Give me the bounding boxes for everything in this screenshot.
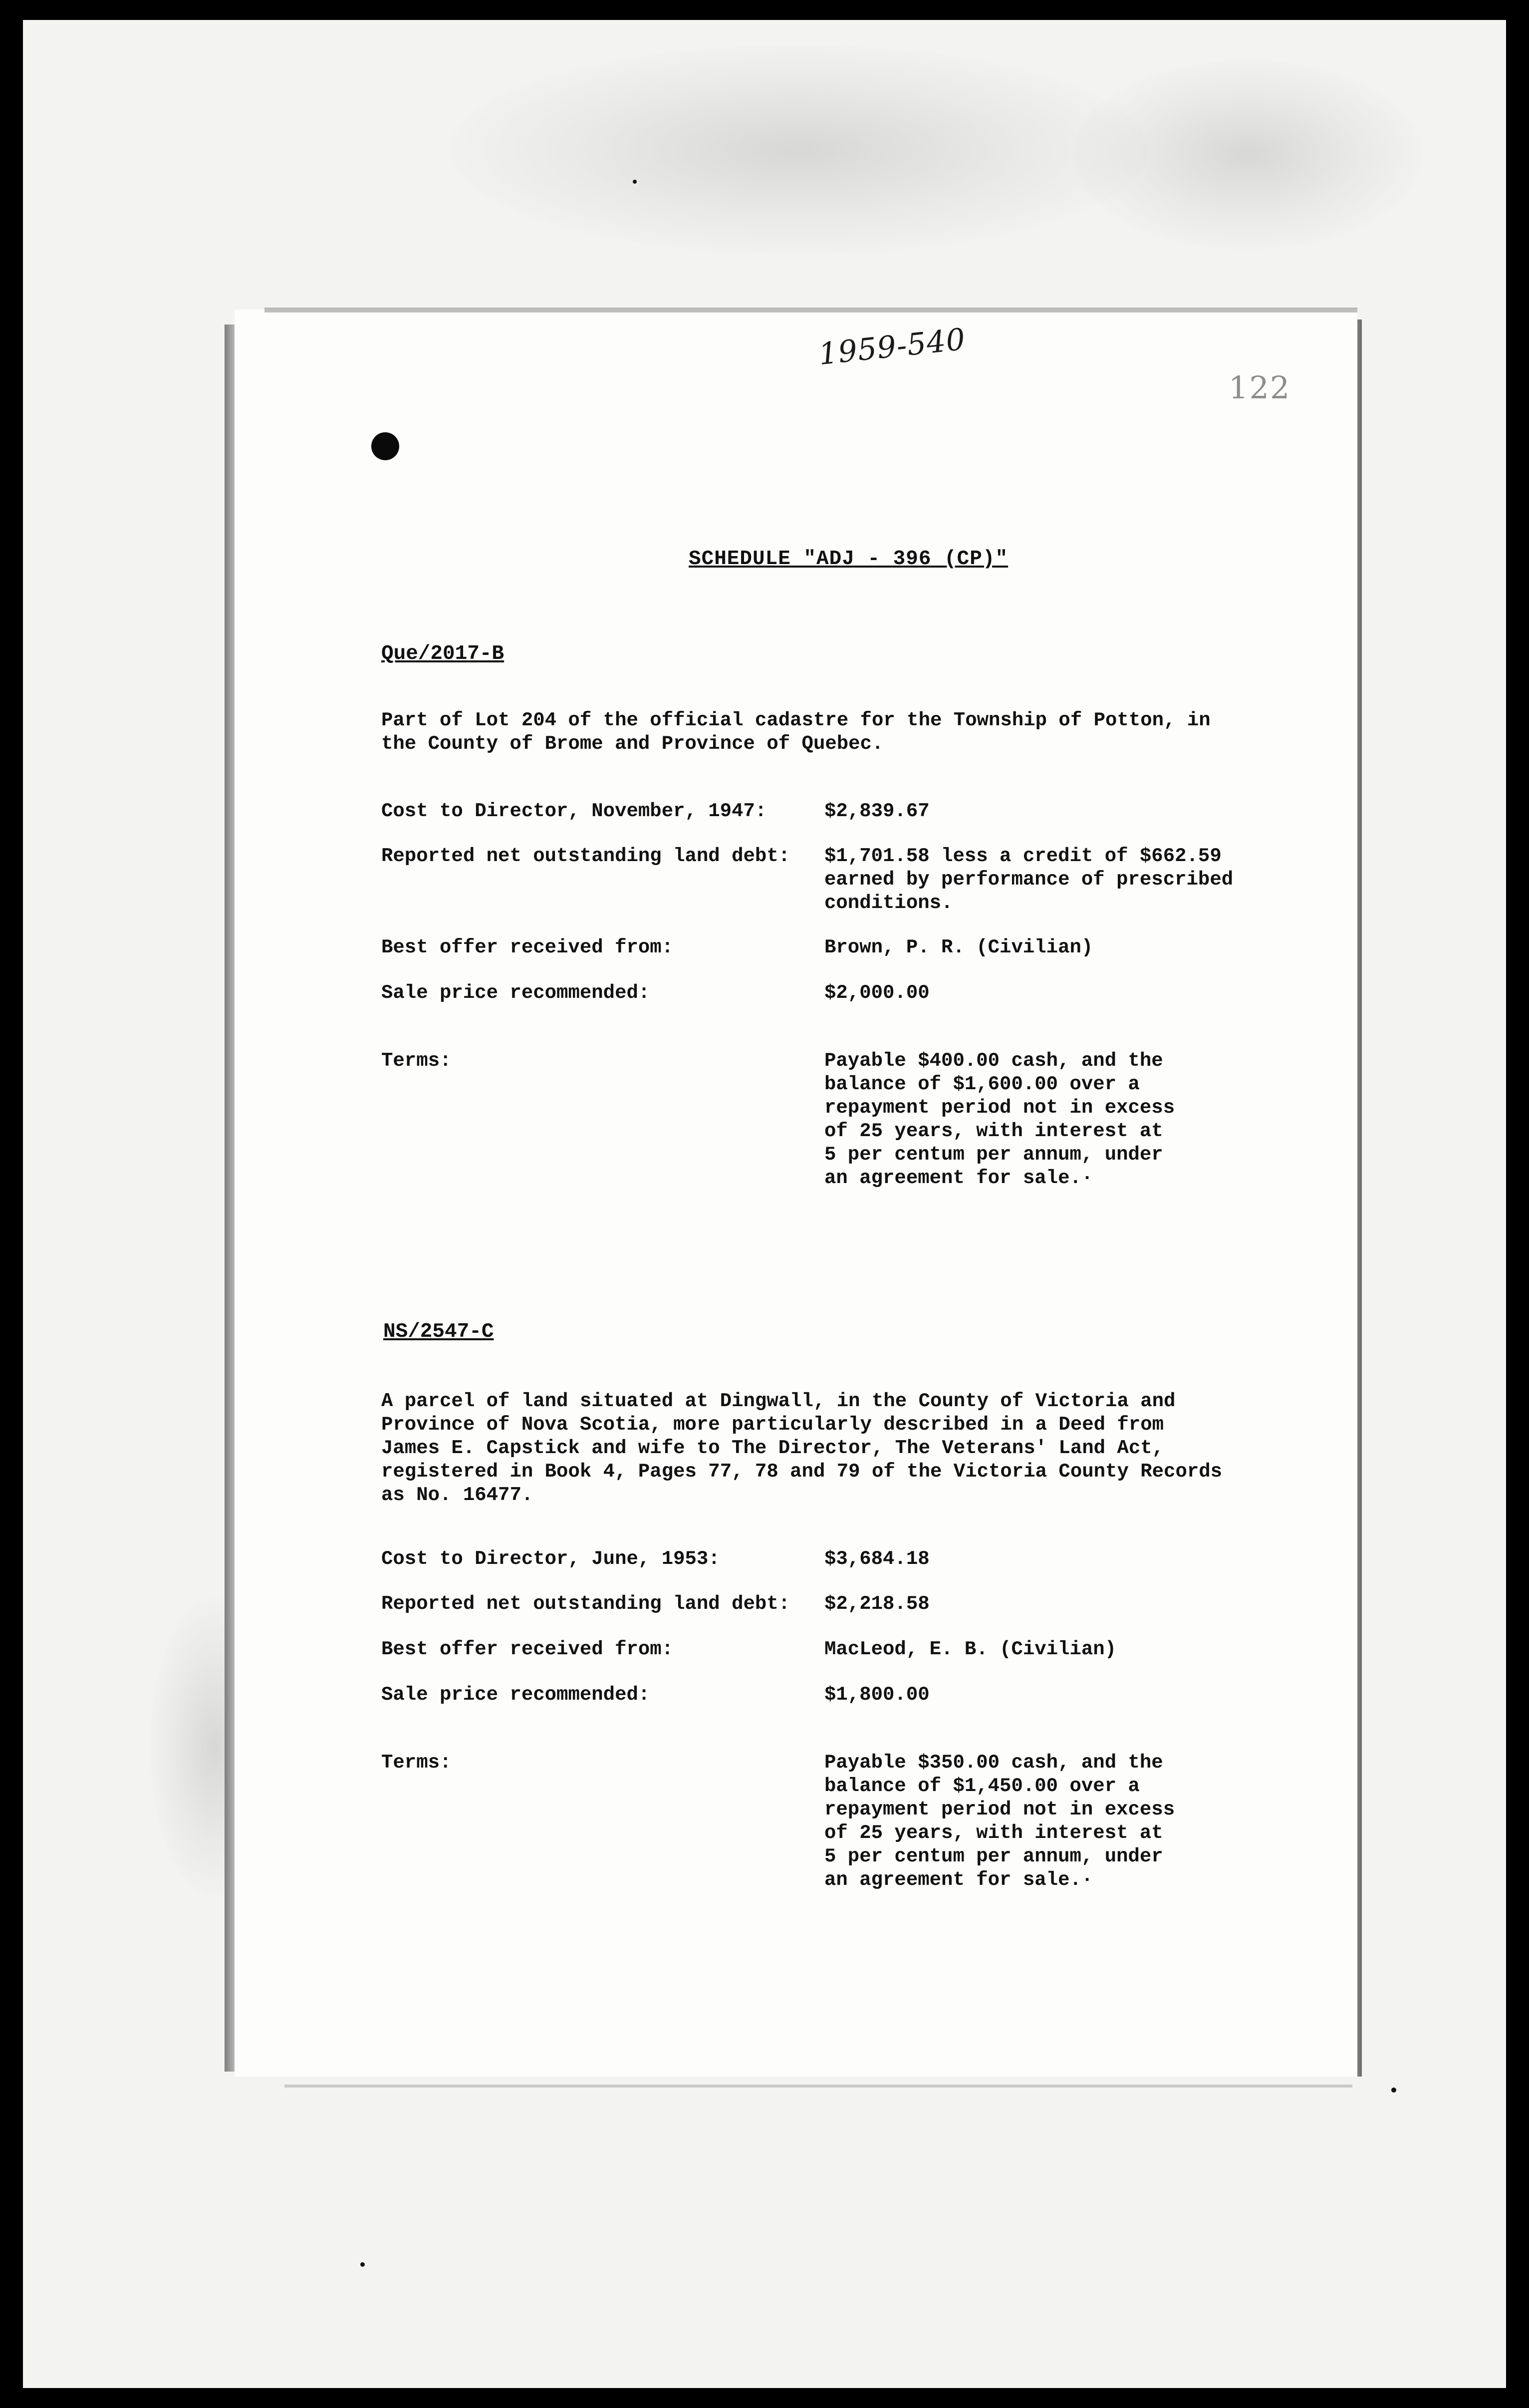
section-id: Que/2017-B (381, 642, 505, 665)
section-description: A parcel of land situated at Dingwall, in the County of Victoria and Province of Nova Scotia, more particularly described in a Deed from James E. Capstick and wife to The Director, The Veterans' Land Act, registered in Book 4, Pages 77, 78 and 79 of the Victoria County Records as No. 16477. (381, 1390, 1223, 1506)
field-label: Sale price recommended: (381, 1684, 650, 1706)
field-value: $3,684.18 (824, 1548, 930, 1570)
page-bottom-edge (284, 2085, 1352, 2088)
field-value: MacLeod, E. B. (Civilian) (824, 1638, 1117, 1660)
field-label: Terms: (381, 1050, 452, 1072)
field-label: Terms: (381, 1752, 452, 1774)
section-description: Part of Lot 204 of the official cadastre for the Township of Potton, in the County of Brome and Province of Quebec. (381, 709, 1211, 755)
field-label: Reported net outstanding land debt: (381, 845, 790, 867)
field-value: Payable $400.00 cash, and the balance of $1,600.00 over a repayment period not in excess of 25 years, with interest at 5 per centum per annum, under an agreement for sale.· (824, 1050, 1175, 1189)
document-page (235, 309, 1357, 2077)
handwritten-reference: 1959-540 (817, 321, 968, 372)
dust-speck (1391, 2088, 1396, 2093)
page-number-stamp: 122 (1229, 369, 1291, 406)
field-label: Reported net outstanding land debt: (381, 1593, 790, 1615)
field-label: Cost to Director, November, 1947: (381, 800, 767, 822)
field-value: Brown, P. R. (Civilian) (824, 936, 1093, 958)
page-top-edge (264, 307, 1357, 312)
scan-smudge (449, 45, 1148, 255)
dust-speck (633, 180, 637, 184)
field-label: Cost to Director, June, 1953: (381, 1548, 720, 1570)
field-value: $1,800.00 (824, 1684, 930, 1706)
field-value: $2,000.00 (824, 982, 930, 1004)
schedule-title: SCHEDULE "ADJ - 396 (CP)" (689, 548, 1009, 571)
field-label: Best offer received from: (381, 1638, 674, 1660)
field-value: $2,218.58 (824, 1593, 930, 1615)
dust-speck (360, 2262, 365, 2267)
field-value: Payable $350.00 cash, and the balance of $1,450.00 over a repayment period not in excess of 25 years, with interest at 5 per centum per annum, under an agreement for sale.· (824, 1752, 1175, 1891)
section-id: NS/2547-C (383, 1320, 494, 1343)
field-label: Best offer received from: (381, 936, 674, 958)
punch-hole (371, 432, 399, 460)
scan-smudge (1073, 60, 1422, 250)
field-value: $2,839.67 (824, 800, 930, 822)
field-label: Sale price recommended: (381, 982, 650, 1004)
field-value: $1,701.58 less a credit of $662.59 earned by performance of prescribed conditions. (824, 845, 1234, 914)
